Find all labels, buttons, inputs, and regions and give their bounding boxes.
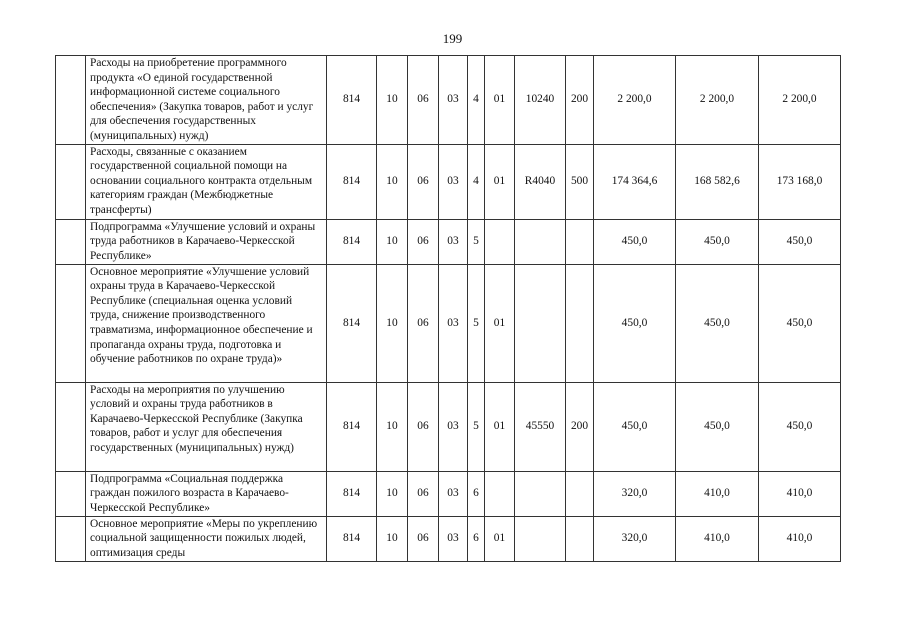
amount-year-3: 2 200,0 xyxy=(759,56,841,145)
row-description: Расходы на мероприятия по улучшению условий и охраны труда работников в Карачаево-Черкесской Республике (Закупка товаров, работ и услуг для обеспечения государственных (муниципальных) нужд) xyxy=(86,382,327,471)
budget-table xyxy=(55,55,841,562)
table-row xyxy=(56,382,841,471)
amount-year-3: 173 168,0 xyxy=(759,144,841,219)
program-code: 03 xyxy=(439,516,468,561)
ministry-code: 814 xyxy=(327,471,377,516)
section-code: 10 xyxy=(377,219,408,264)
direction-code: 10240 xyxy=(515,56,566,145)
subprogram-code: 5 xyxy=(468,219,485,264)
subsection-code: 06 xyxy=(408,471,439,516)
row-description: Подпрограмма «Социальная поддержка граждан пожилого возраста в Карачаево-Черкесской Республике» xyxy=(86,471,327,516)
expense-type-code: 500 xyxy=(566,144,594,219)
direction-code xyxy=(515,264,566,382)
table-row xyxy=(56,219,841,264)
table-row xyxy=(56,264,841,382)
amount-year-3: 450,0 xyxy=(759,219,841,264)
program-code: 03 xyxy=(439,471,468,516)
subprogram-code: 6 xyxy=(468,471,485,516)
direction-code: R4040 xyxy=(515,144,566,219)
direction-code xyxy=(515,219,566,264)
amount-year-3: 450,0 xyxy=(759,382,841,471)
subsection-code: 06 xyxy=(408,516,439,561)
row-number-cell xyxy=(56,471,86,516)
expense-type-code: 200 xyxy=(566,56,594,145)
section-code: 10 xyxy=(377,471,408,516)
amount-year-1: 450,0 xyxy=(594,219,676,264)
ministry-code: 814 xyxy=(327,264,377,382)
amount-year-1: 174 364,6 xyxy=(594,144,676,219)
activity-code: 01 xyxy=(485,382,515,471)
direction-code: 45550 xyxy=(515,382,566,471)
ministry-code: 814 xyxy=(327,382,377,471)
expense-type-code xyxy=(566,516,594,561)
amount-year-2: 168 582,6 xyxy=(676,144,759,219)
amount-year-1: 320,0 xyxy=(594,516,676,561)
table-row xyxy=(56,516,841,561)
activity-code xyxy=(485,219,515,264)
amount-year-1: 450,0 xyxy=(594,382,676,471)
row-description: Расходы, связанные с оказанием государственной социальной помощи на основании социального контракта отдельным категориям граждан (Межбюджетные трансферты) xyxy=(86,144,327,219)
amount-year-2: 450,0 xyxy=(676,264,759,382)
row-number-cell xyxy=(56,264,86,382)
row-description: Расходы на приобретение программного продукта «О единой государственной информационной системе социального обеспечения» (Закупка товаров, работ и услуг для обеспечения государственных (муниципальных) нужд) xyxy=(86,56,327,145)
row-description: Основное мероприятие «Меры по укреплению социальной защищенности пожилых людей, оптимизация среды xyxy=(86,516,327,561)
amount-year-2: 410,0 xyxy=(676,471,759,516)
section-code: 10 xyxy=(377,56,408,145)
subsection-code: 06 xyxy=(408,219,439,264)
subsection-code: 06 xyxy=(408,382,439,471)
subsection-code: 06 xyxy=(408,144,439,219)
activity-code: 01 xyxy=(485,516,515,561)
activity-code: 01 xyxy=(485,264,515,382)
row-number-cell xyxy=(56,516,86,561)
subprogram-code: 5 xyxy=(468,382,485,471)
expense-type-code xyxy=(566,471,594,516)
direction-code xyxy=(515,471,566,516)
amount-year-3: 450,0 xyxy=(759,264,841,382)
ministry-code: 814 xyxy=(327,516,377,561)
ministry-code: 814 xyxy=(327,219,377,264)
page-number: 199 xyxy=(442,31,463,46)
program-code: 03 xyxy=(439,144,468,219)
section-code: 10 xyxy=(377,516,408,561)
row-number-cell xyxy=(56,382,86,471)
ministry-code: 814 xyxy=(327,144,377,219)
row-number-cell xyxy=(56,219,86,264)
amount-year-3: 410,0 xyxy=(759,516,841,561)
section-code: 10 xyxy=(377,144,408,219)
row-number-cell xyxy=(56,56,86,145)
subprogram-code: 4 xyxy=(468,144,485,219)
activity-code xyxy=(485,471,515,516)
table-row xyxy=(56,471,841,516)
activity-code: 01 xyxy=(485,144,515,219)
ministry-code: 814 xyxy=(327,56,377,145)
activity-code: 01 xyxy=(485,56,515,145)
expense-type-code: 200 xyxy=(566,382,594,471)
amount-year-1: 320,0 xyxy=(594,471,676,516)
direction-code xyxy=(515,516,566,561)
row-description: Основное мероприятие «Улучшение условий охраны труда в Карачаево-Черкесской Республике (специальная оценка условий труда, снижение производственного травматизма, информационное обеспечение и пропаганда охраны труда, подготовка и обучение работников по охране труда)» xyxy=(86,264,327,382)
row-number-cell xyxy=(56,144,86,219)
amount-year-2: 2 200,0 xyxy=(676,56,759,145)
program-code: 03 xyxy=(439,382,468,471)
amount-year-3: 410,0 xyxy=(759,471,841,516)
subsection-code: 06 xyxy=(408,56,439,145)
section-code: 10 xyxy=(377,382,408,471)
table-row xyxy=(56,56,841,145)
table-row xyxy=(56,144,841,219)
subsection-code: 06 xyxy=(408,264,439,382)
amount-year-1: 2 200,0 xyxy=(594,56,676,145)
program-code: 03 xyxy=(439,56,468,145)
subprogram-code: 4 xyxy=(468,56,485,145)
row-description: Подпрограмма «Улучшение условий и охраны труда работников в Карачаево-Черкесской Республике» xyxy=(86,219,327,264)
subprogram-code: 6 xyxy=(468,516,485,561)
amount-year-1: 450,0 xyxy=(594,264,676,382)
amount-year-2: 450,0 xyxy=(676,219,759,264)
section-code: 10 xyxy=(377,264,408,382)
expense-type-code xyxy=(566,264,594,382)
subprogram-code: 5 xyxy=(468,264,485,382)
amount-year-2: 410,0 xyxy=(676,516,759,561)
program-code: 03 xyxy=(439,219,468,264)
program-code: 03 xyxy=(439,264,468,382)
expense-type-code xyxy=(566,219,594,264)
amount-year-2: 450,0 xyxy=(676,382,759,471)
